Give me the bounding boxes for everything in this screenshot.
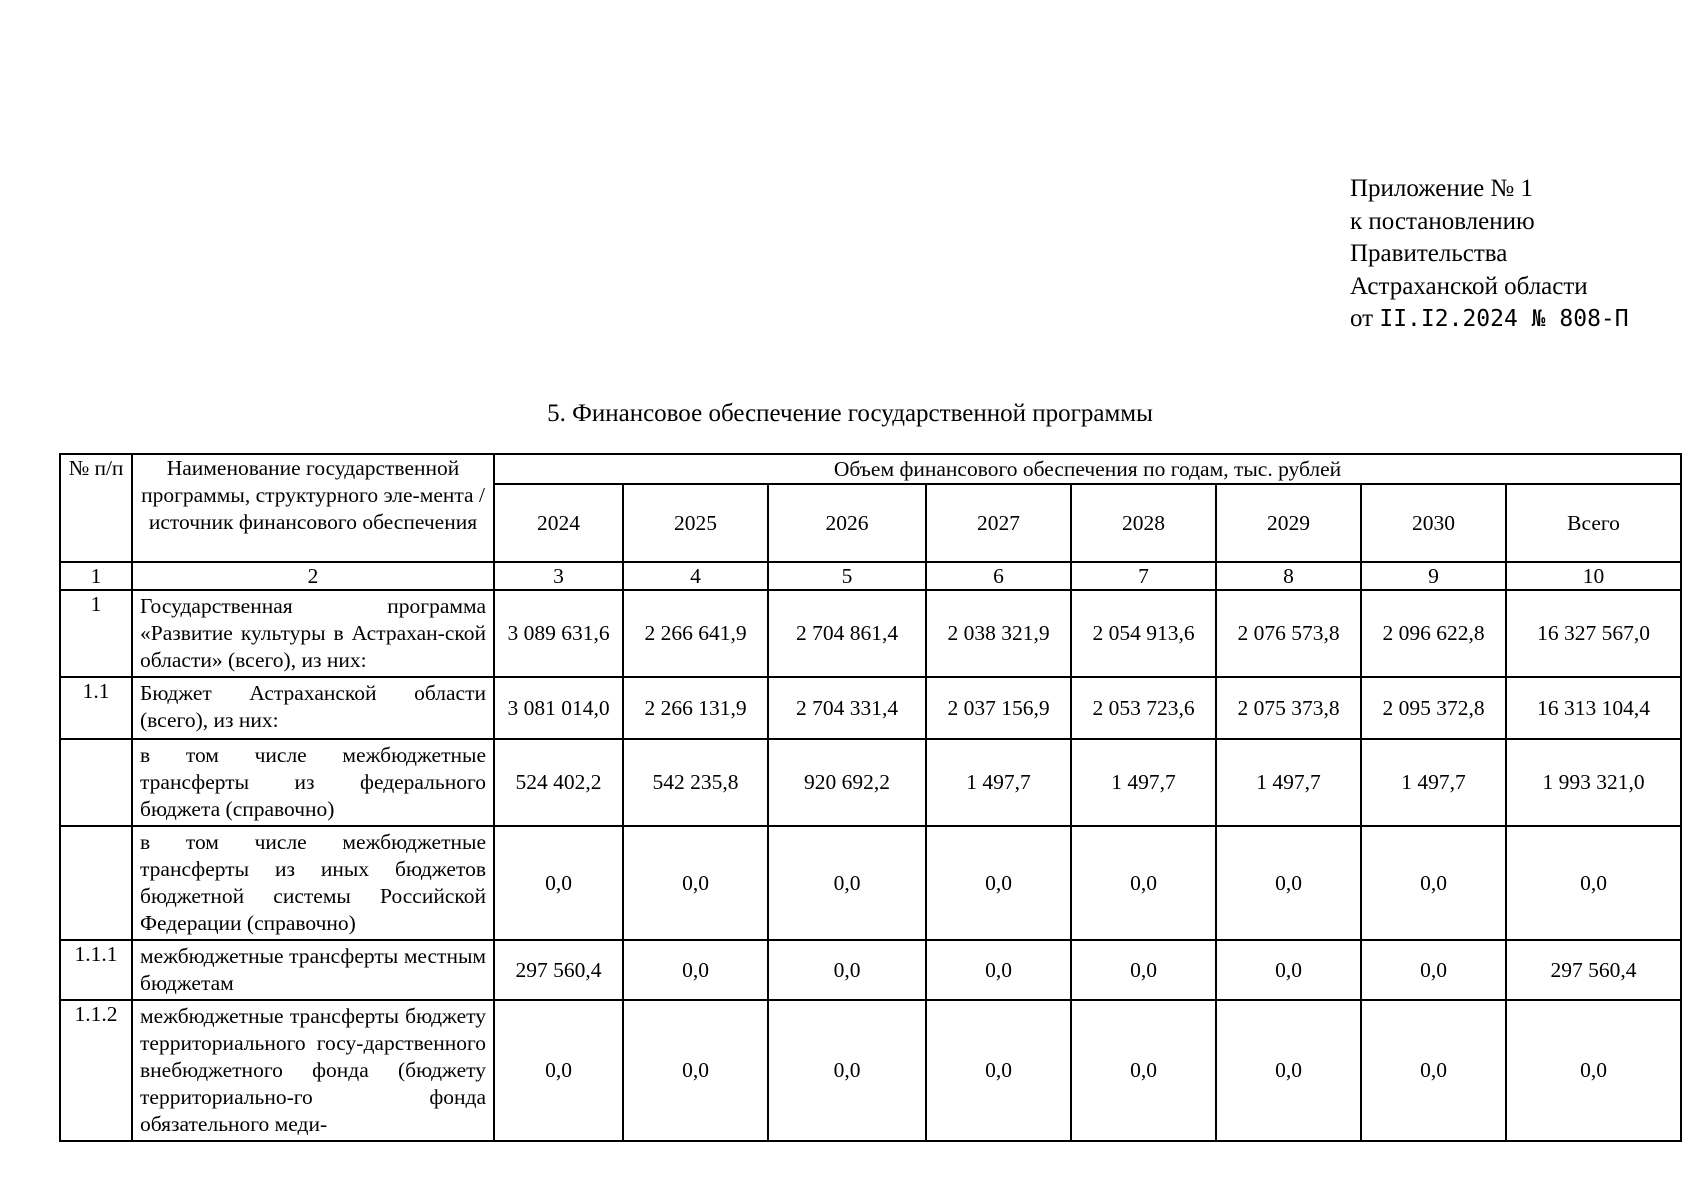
value-cell: 0,0 <box>623 826 768 940</box>
row-name: в том числе межбюджетные трансферты из федерального бюджета (справочно) <box>132 739 494 826</box>
header-row <box>60 454 1681 484</box>
index-cell: 2 <box>132 562 494 590</box>
col-header-year: 2029 <box>1216 484 1361 562</box>
value-cell: 16 313 104,4 <box>1506 677 1681 739</box>
value-cell: 2 704 331,4 <box>768 677 926 739</box>
value-cell: 0,0 <box>1361 940 1506 1000</box>
value-cell: 2 037 156,9 <box>926 677 1071 739</box>
value-cell: 0,0 <box>1216 1000 1361 1141</box>
index-row <box>60 562 1681 590</box>
index-cell: 9 <box>1361 562 1506 590</box>
col-header-year: 2027 <box>926 484 1071 562</box>
row-number: 1.1 <box>60 677 132 739</box>
value-cell: 0,0 <box>926 826 1071 940</box>
value-cell: 0,0 <box>494 1000 623 1141</box>
value-cell: 0,0 <box>494 826 623 940</box>
row-name: межбюджетные трансферты бюджету территориального госу-дарственного внебюджетного фонда (бюджету территориально-го фонда обязательного меди- <box>132 1000 494 1141</box>
row-number: 1 <box>60 590 132 677</box>
value-cell: 920 692,2 <box>768 739 926 826</box>
value-cell: 0,0 <box>1361 1000 1506 1141</box>
value-cell: 0,0 <box>1216 826 1361 940</box>
table-row <box>60 677 1681 739</box>
value-cell: 2 038 321,9 <box>926 590 1071 677</box>
value-cell: 0,0 <box>768 826 926 940</box>
value-cell: 2 054 913,6 <box>1071 590 1216 677</box>
value-cell: 2 053 723,6 <box>1071 677 1216 739</box>
appendix-line: Приложение № 1 <box>1350 175 1534 202</box>
index-cell: 7 <box>1071 562 1216 590</box>
value-cell: 0,0 <box>623 940 768 1000</box>
value-cell: 0,0 <box>1216 940 1361 1000</box>
value-cell: 297 560,4 <box>1506 940 1681 1000</box>
row-number <box>60 739 132 826</box>
appendix-date-prefix: от <box>1350 305 1374 332</box>
value-cell: 2 075 373,8 <box>1216 677 1361 739</box>
row-number: 1.1.1 <box>60 940 132 1000</box>
value-cell: 1 497,7 <box>1071 739 1216 826</box>
row-number: 1.1.2 <box>60 1000 132 1141</box>
row-name: Бюджет Астраханской области (всего), из них: <box>132 677 494 739</box>
page-title <box>0 400 1708 428</box>
index-cell: 10 <box>1506 562 1681 590</box>
table-row <box>60 739 1681 826</box>
value-cell: 1 993 321,0 <box>1506 739 1681 826</box>
appendix-block <box>1350 173 1629 336</box>
value-cell: 2 266 131,9 <box>623 677 768 739</box>
table-row <box>60 1000 1681 1141</box>
index-cell: 3 <box>494 562 623 590</box>
row-name: межбюджетные трансферты местным бюджетам <box>132 940 494 1000</box>
value-cell: 0,0 <box>768 940 926 1000</box>
value-cell: 2 095 372,8 <box>1361 677 1506 739</box>
appendix-date-value: II.I2.2024 № 808-П <box>1379 306 1629 332</box>
value-cell: 0,0 <box>1361 826 1506 940</box>
value-cell: 2 096 622,8 <box>1361 590 1506 677</box>
col-header-year: 2024 <box>494 484 623 562</box>
row-name: в том числе межбюджетные трансферты из иных бюджетов бюджетной системы Российской Федерации (справочно) <box>132 826 494 940</box>
financing-table <box>59 453 1682 1142</box>
index-cell: 6 <box>926 562 1071 590</box>
appendix-date <box>1350 303 1629 336</box>
value-cell: 3 089 631,6 <box>494 590 623 677</box>
value-cell: 3 081 014,0 <box>494 677 623 739</box>
table-row <box>60 826 1681 940</box>
value-cell: 0,0 <box>1071 1000 1216 1141</box>
value-cell: 542 235,8 <box>623 739 768 826</box>
table-row <box>60 590 1681 677</box>
col-header-year: 2028 <box>1071 484 1216 562</box>
col-header-year: 2030 <box>1361 484 1506 562</box>
table-row <box>60 940 1681 1000</box>
value-cell: 2 266 641,9 <box>623 590 768 677</box>
index-cell: 1 <box>60 562 132 590</box>
value-cell: 1 497,7 <box>1216 739 1361 826</box>
col-header-name: Наименование государственной программы, структурного эле-мента / источник финансового обеспечения <box>132 454 494 562</box>
value-cell: 2 704 861,4 <box>768 590 926 677</box>
page-title-text: 5. Финансовое обеспечение государственной программы <box>547 400 1153 427</box>
value-cell: 0,0 <box>1071 826 1216 940</box>
appendix-line: к постановлению <box>1350 207 1535 235</box>
value-cell: 0,0 <box>1506 1000 1681 1141</box>
value-cell: 1 497,7 <box>926 739 1071 826</box>
value-cell: 0,0 <box>1071 940 1216 1000</box>
col-header-total: Всего <box>1506 484 1681 562</box>
index-cell: 5 <box>768 562 926 590</box>
col-header-year: 2025 <box>623 484 768 562</box>
col-header-group: Объем финансового обеспечения по годам, тыс. рублей <box>494 454 1681 484</box>
row-name: Государственная программа «Развитие культуры в Астрахан-ской области» (всего), из них: <box>132 590 494 677</box>
appendix-line: Астраханской области <box>1350 272 1588 300</box>
value-cell: 1 497,7 <box>1361 739 1506 826</box>
col-header-year: 2026 <box>768 484 926 562</box>
value-cell: 524 402,2 <box>494 739 623 826</box>
index-cell: 4 <box>623 562 768 590</box>
value-cell: 0,0 <box>926 1000 1071 1141</box>
value-cell: 2 076 573,8 <box>1216 590 1361 677</box>
appendix-line: Правительства <box>1350 240 1508 267</box>
col-header-num: № п/п <box>60 454 132 562</box>
value-cell: 297 560,4 <box>494 940 623 1000</box>
index-cell: 8 <box>1216 562 1361 590</box>
value-cell: 16 327 567,0 <box>1506 590 1681 677</box>
value-cell: 0,0 <box>768 1000 926 1141</box>
value-cell: 0,0 <box>1506 826 1681 940</box>
value-cell: 0,0 <box>623 1000 768 1141</box>
row-number <box>60 826 132 940</box>
value-cell: 0,0 <box>926 940 1071 1000</box>
